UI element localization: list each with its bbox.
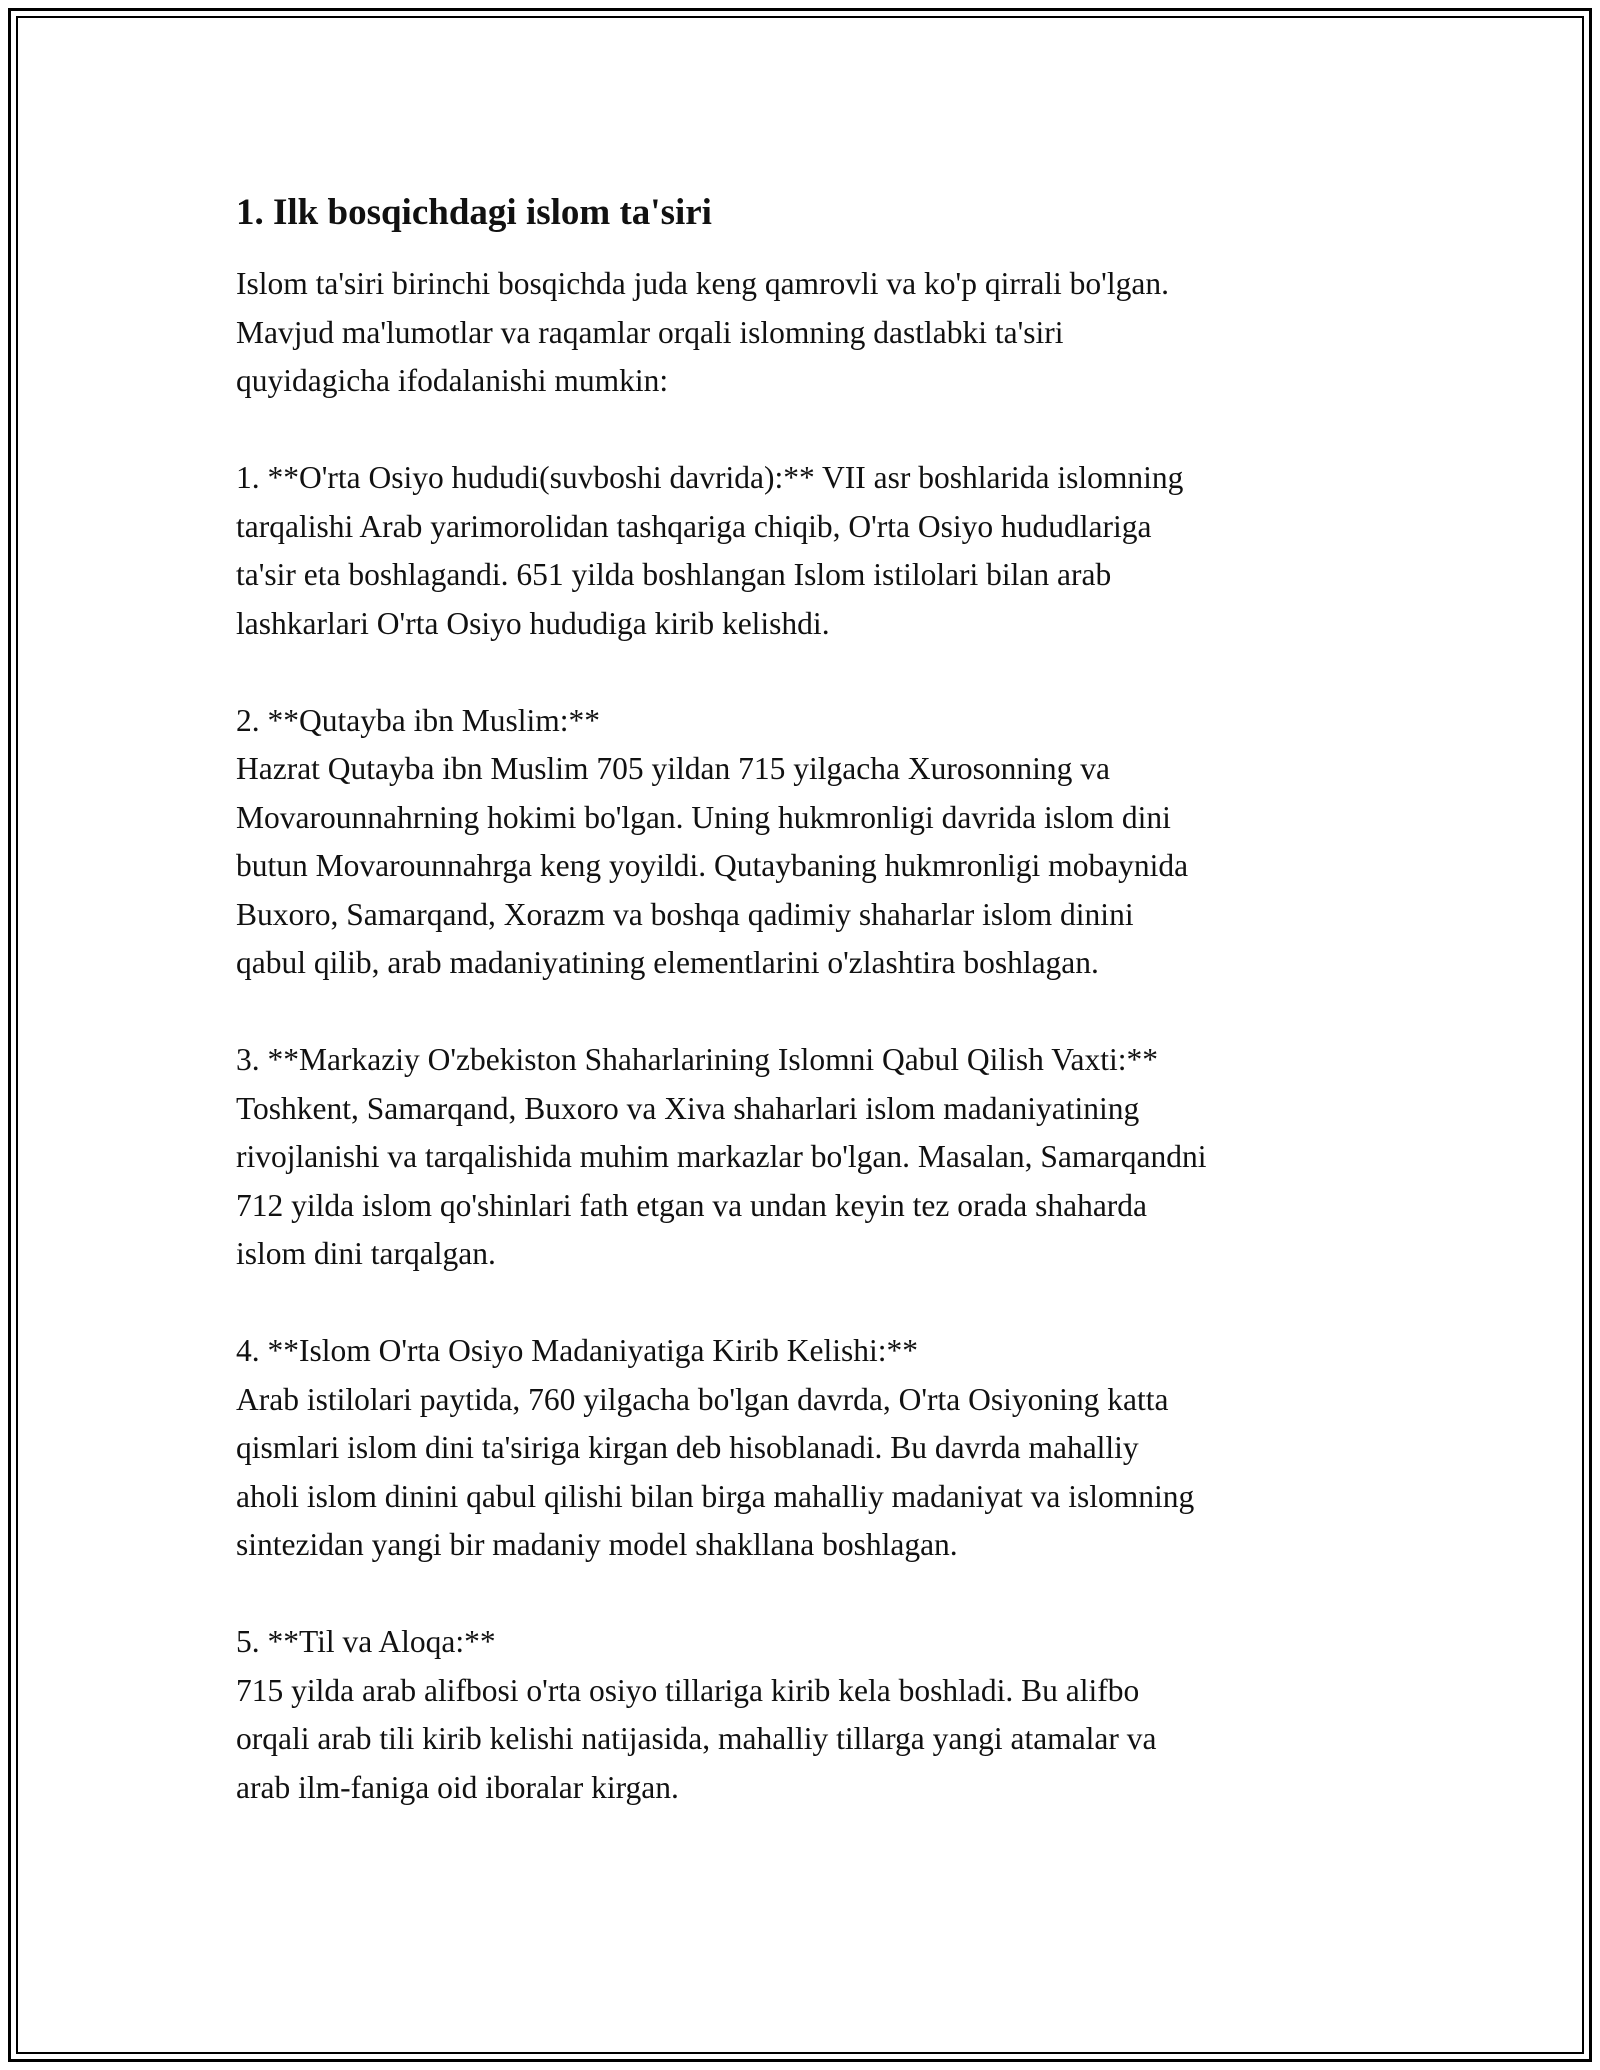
intro-paragraph: Islom ta'siri birinchi bosqichda juda keng qamrovli va ko'p qirrali bo'lgan. Mavjud ma'lumotlar va raqamlar orqali islomning dastlabki ta'siri quyidagicha ifodalanishi mumkin: [236, 266, 1169, 398]
document-heading: 1. Ilk bosqichdagi islom ta'siri [236, 192, 712, 233]
section-2 [236, 697, 1386, 988]
section-body: Arab istilolari paytida, 760 yilgacha bo'lgan davrda, O'rta Osiyoning katta qismlari islom dini ta'siriga kirgan deb hisoblanadi. Bu davrda mahalliy aholi islom dinini qabul qilishi bilan birga mahalliy madaniyat va islomning sintezidan yangi bir madaniy model shakllana boshlagan. [236, 1381, 1195, 1562]
section-body: tarqalishi Arab yarimorolidan tashqariga chiqib, O'rta Osiyo hududlariga ta'sir eta boshlagandi. 651 yilda boshlangan Islom istilolari bilan arab lashkarlari O'rta Osiyo hududiga kirib kelishdi. [236, 508, 1152, 641]
section-1 [236, 454, 1386, 648]
section-body: Hazrat Qutayba ibn Muslim 705 yildan 715 yilgacha Xurosonning va Movarounnahrning hokimi bo'lgan. Uning hukmronligi davrida islom dini butun Movarounnahrga keng yoyildi. Qutaybaning hukmronligi mobaynida Buxoro, Samarqand, Xorazm va boshqa qadimiy shaharlar islom dinini qabul qilib, arab madaniyatining elementlarini o'zlashtira boshlagan. [236, 751, 1189, 980]
section-4 [236, 1327, 1386, 1570]
section-title: 5. **Til va Aloqa:** [236, 1624, 496, 1659]
document-page [236, 188, 1386, 1812]
section-5 [236, 1618, 1386, 1812]
section-title: 1. **O'rta Osiyo hududi(suvboshi davrida):** VII asr boshlarida islomning [236, 460, 1184, 495]
paragraph-gap [236, 988, 1386, 1037]
section-title: 4. **Islom O'rta Osiyo Madaniyatiga Kirib Kelishi:** [236, 1333, 918, 1368]
section-3 [236, 1036, 1386, 1279]
section-title: 2. **Qutayba ibn Muslim:** [236, 702, 600, 738]
section-body: Toshkent, Samarqand, Buxoro va Xiva shaharlari islom madaniyatining rivojlanishi va tarqalishida muhim markazlar bo'lgan. Masalan, Samarqandni 712 yilda islom qo'shinlari fath etgan va undan keyin tez orada shaharda islom dini tarqalgan. [236, 1090, 1207, 1271]
paragraph-gap [236, 648, 1386, 697]
paragraph-gap [236, 1279, 1386, 1328]
paragraph-gap [236, 406, 1386, 455]
section-body: 715 yilda arab alifbosi o'rta osiyo tillariga kirib kela boshladi. Bu alifbo orqali arab tili kirib kelishi natijasida, mahalliy tillarga yangi atamalar va arab ilm-faniga oid iboralar kirgan. [236, 1672, 1157, 1805]
section-title: 3. **Markaziy O'zbekiston Shaharlarining Islomni Qabul Qilish Vaxti:** [236, 1042, 1158, 1077]
paragraph-gap [236, 1570, 1386, 1619]
